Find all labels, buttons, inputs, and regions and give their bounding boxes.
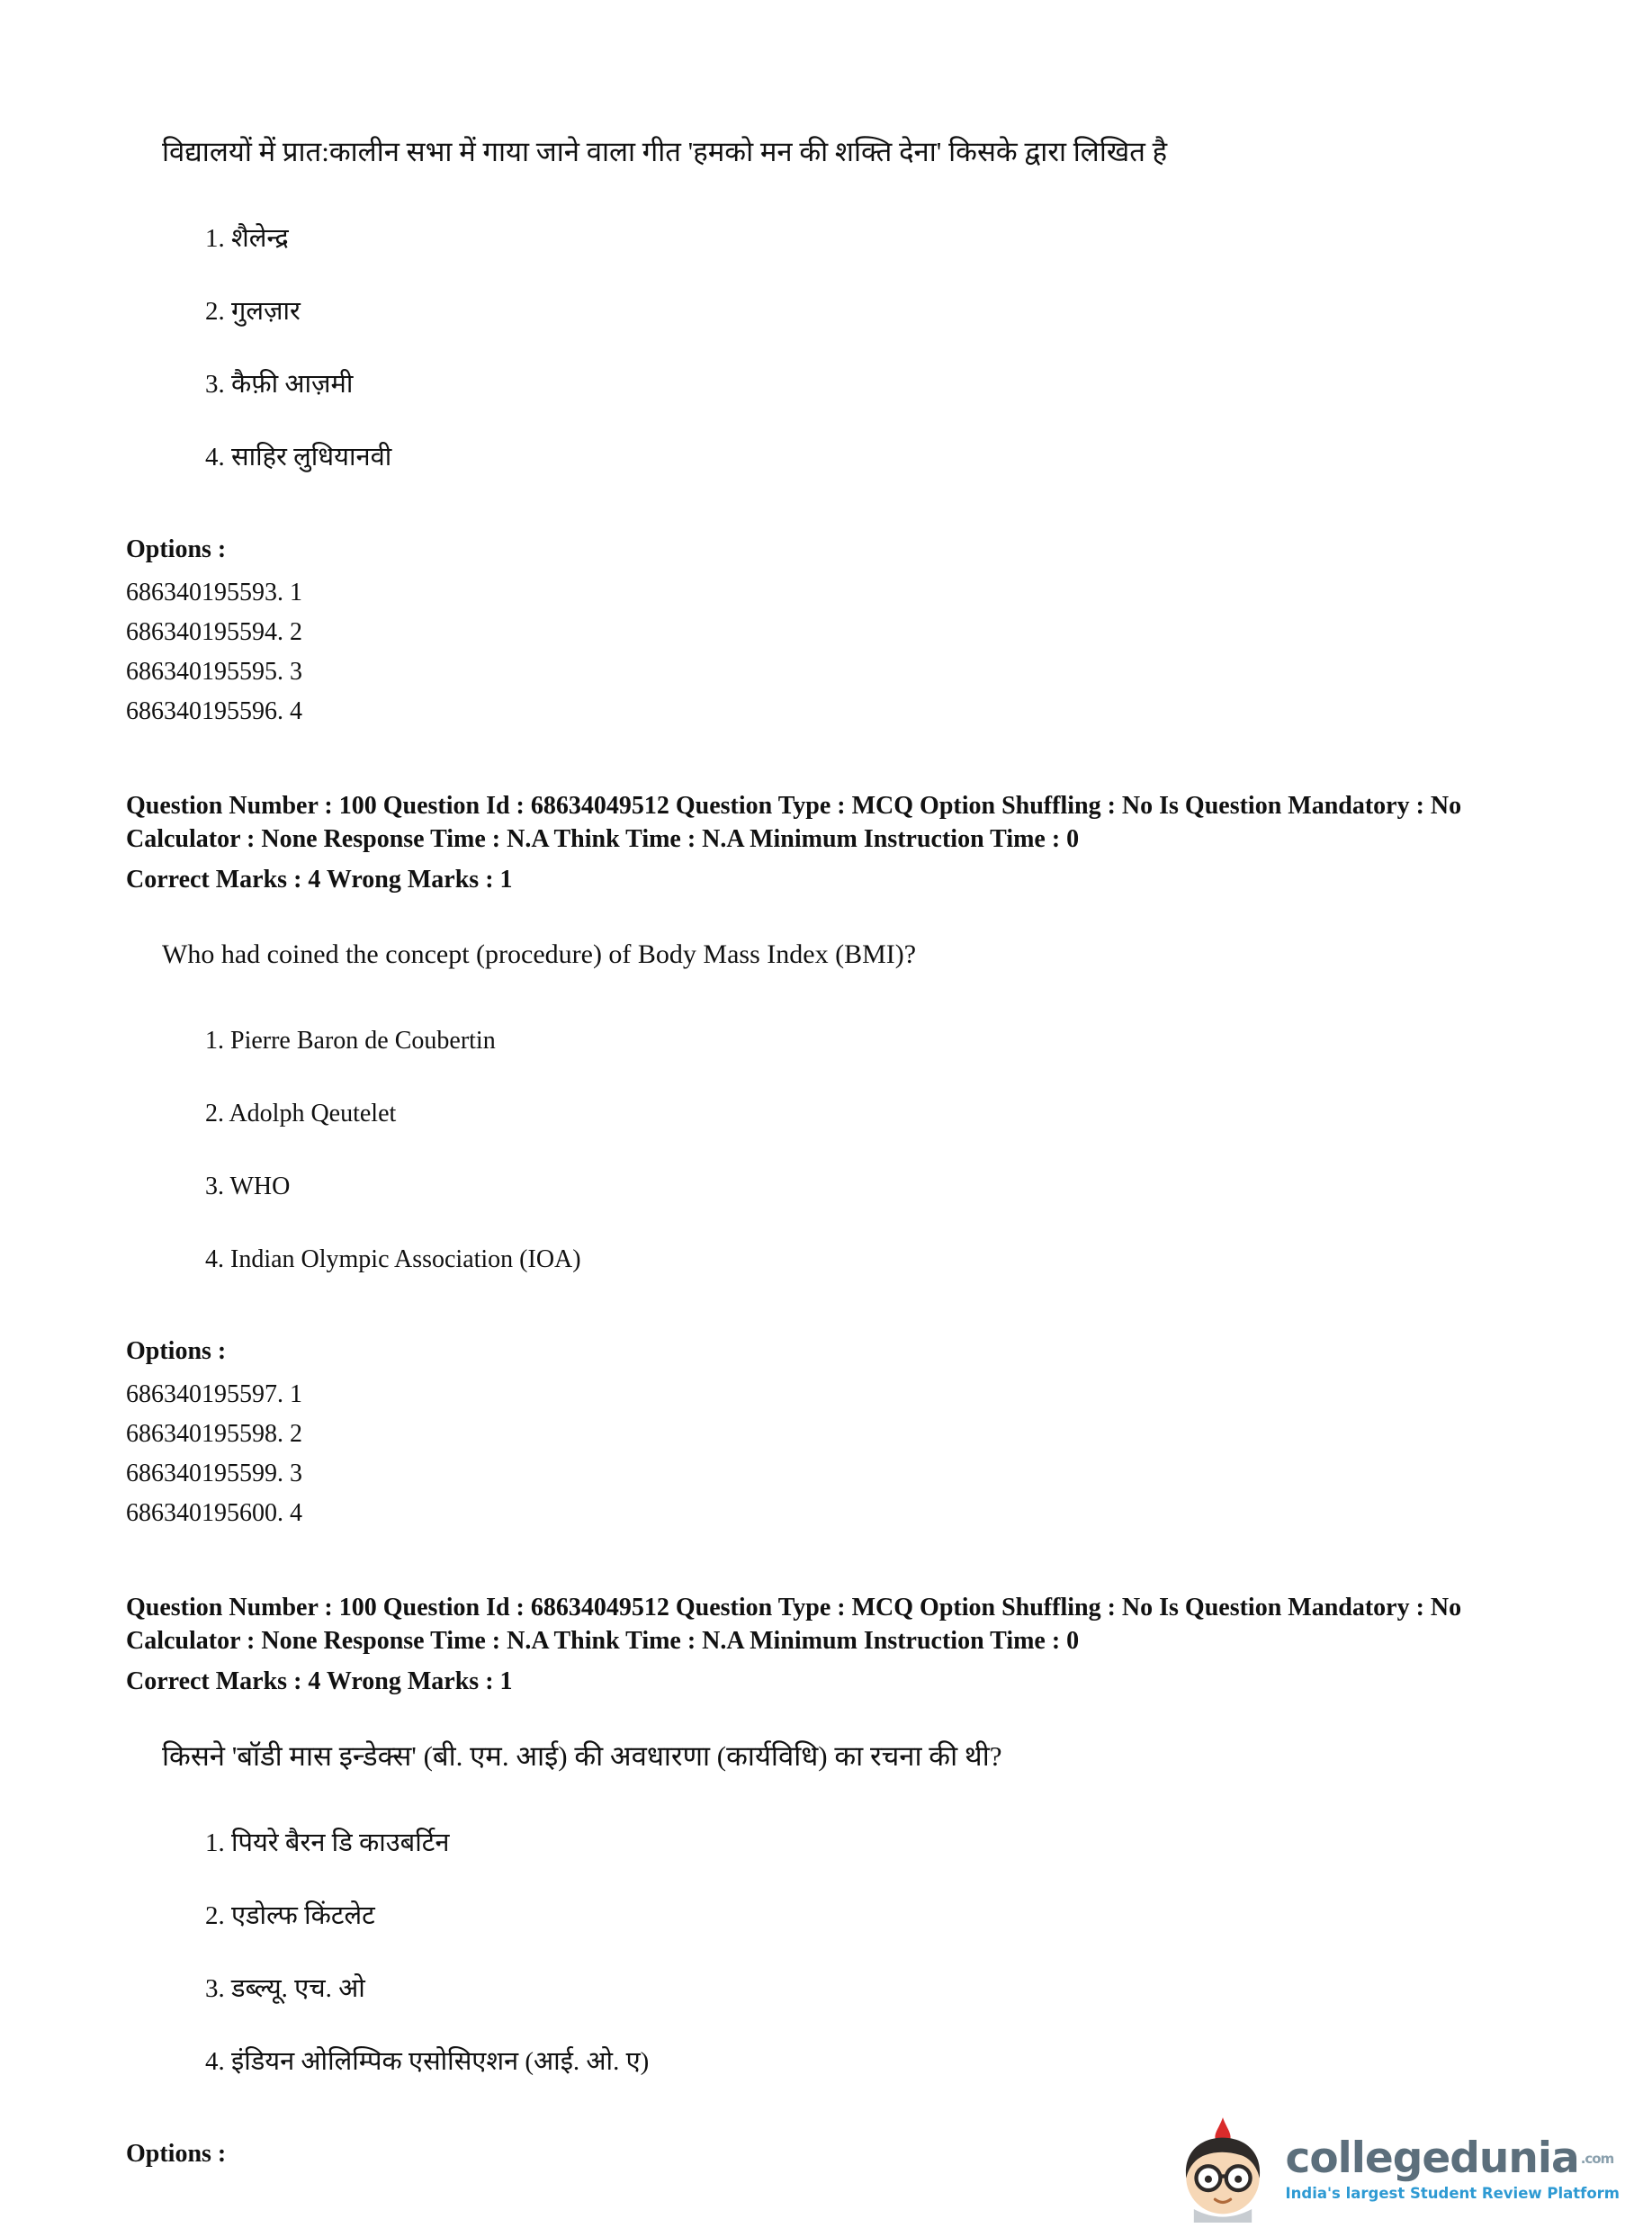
option-id-1: 686340195597. 1 <box>126 1380 302 1408</box>
choice-3: 3. डब्ल्यू. एच. ओ <box>205 1974 365 2003</box>
choice-3: 3. WHO <box>205 1172 291 1200</box>
question-meta <box>126 1591 1535 1698</box>
question-meta <box>126 789 1535 896</box>
collegedunia-logo <box>1172 2116 1620 2223</box>
question-meta-line: Question Number : 100 Question Id : 68634049512 Question Type : MCQ Option Shuffling : No Is Question Mandatory : No Calculator : None Response Time : N.A Think Time : N.A Minimum Instruction Time : 0 <box>126 1594 1462 1655</box>
option-id-4: 686340195600. 4 <box>126 1499 302 1527</box>
option-id-list <box>126 573 1535 732</box>
choice-4: 4. इंडियन ओलिम्पिक एसोसिएशन (आई. ओ. ए) <box>205 2047 650 2076</box>
question-marks-line: Correct Marks : 4 Wrong Marks : 1 <box>126 1667 513 1695</box>
brand-suffix: .com <box>1580 2151 1614 2167</box>
brand-name <box>1286 2136 1614 2181</box>
question-text: विद्यालयों में प्रात:कालीन सभा में गाया जाने वाला गीत 'हमको मन की शक्ति देना' किसके द्वारा लिखित है <box>162 136 1168 167</box>
options-label: Options : <box>126 2140 227 2168</box>
question-text: Who had coined the concept (procedure) of Body Mass Index (BMI)? <box>162 939 917 969</box>
choice-2: 2. Adolph Qeutelet <box>205 1100 397 1127</box>
option-id-3: 686340195595. 3 <box>126 658 302 686</box>
choice-3: 3. कैफ़ी आज़मी <box>205 370 354 399</box>
option-id-2: 686340195598. 2 <box>126 1420 302 1448</box>
option-id-3: 686340195599. 3 <box>126 1460 302 1487</box>
options-label: Options : <box>126 535 227 563</box>
choices-list <box>205 1828 1535 2078</box>
choice-1: 1. Pierre Baron de Coubertin <box>205 1027 496 1055</box>
option-id-list <box>126 1375 1535 1533</box>
question-block-3 <box>126 1591 1535 2170</box>
option-id-4: 686340195596. 4 <box>126 697 302 725</box>
question-block-2 <box>126 789 1535 1533</box>
question-meta-line: Question Number : 100 Question Id : 68634049512 Question Type : MCQ Option Shuffling : No Is Question Mandatory : No Calculator : None Response Time : N.A Think Time : N.A Minimum Instruction Time : 0 <box>126 792 1462 853</box>
choices-list <box>205 223 1535 473</box>
collegedunia-mascot-icon <box>1172 2116 1273 2223</box>
options-label: Options : <box>126 1337 227 1365</box>
question-block-1 <box>126 135 1535 732</box>
brand-text: collegedunia <box>1285 2134 1579 2183</box>
choices-list <box>205 1025 1535 1275</box>
choice-4: 4. साहिर लुधियानवी <box>205 443 392 472</box>
choice-2: 2. एडोल्फ किंटलेट <box>205 1901 375 1930</box>
option-id-2: 686340195594. 2 <box>126 618 302 646</box>
question-marks-line: Correct Marks : 4 Wrong Marks : 1 <box>126 866 513 894</box>
brand-text-block <box>1286 2136 1620 2203</box>
choice-2: 2. गुलज़ार <box>205 297 301 326</box>
question-text: किसने 'बॉडी मास इन्डेक्स' (बी. एम. आई) की अवधारणा (कार्यविधि) का रचना की थी? <box>162 1740 1002 1772</box>
brand-tagline: India's largest Student Review Platform <box>1285 2185 1620 2202</box>
choice-1: 1. पियरे बैरन डि काउबर्टिन <box>205 1828 450 1857</box>
choice-1: 1. शैलेन्द्र <box>205 224 289 253</box>
option-id-1: 686340195593. 1 <box>126 579 302 606</box>
choice-4: 4. Indian Olympic Association (IOA) <box>205 1245 581 1273</box>
